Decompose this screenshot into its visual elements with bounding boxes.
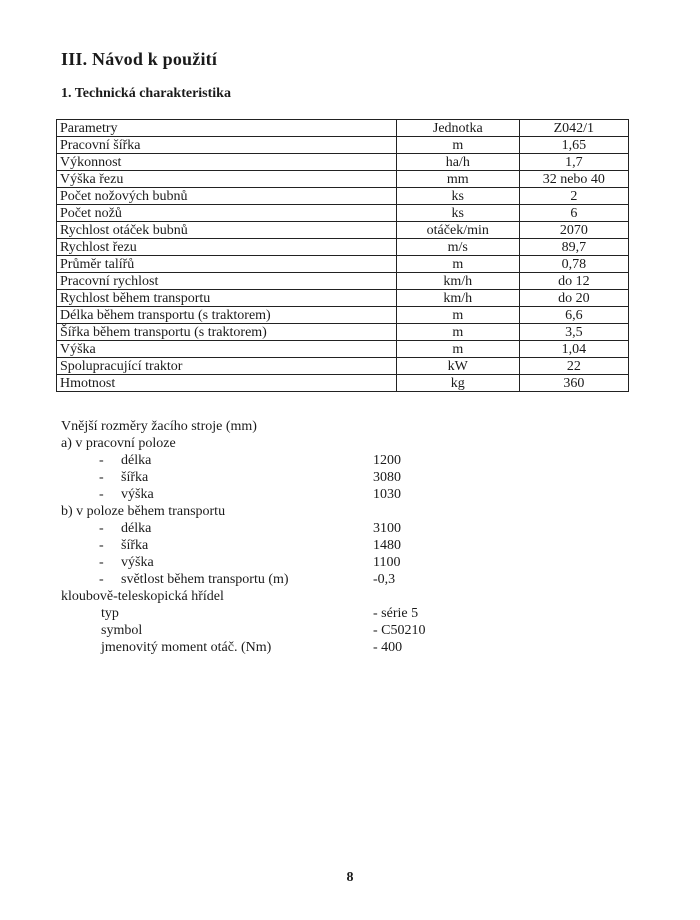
dimension-item-value: 1200 — [373, 453, 401, 468]
dimension-item-value: - série 5 — [373, 606, 419, 621]
bullet-dash: - — [99, 555, 104, 570]
dimension-item-label: světlost během transportu (m) — [121, 572, 289, 587]
spec-cell: ks — [396, 205, 519, 222]
spec-cell: m — [396, 341, 519, 358]
transport-position-row — [61, 503, 621, 520]
dimension-item-row — [61, 571, 621, 588]
spec-row — [57, 307, 629, 324]
dimensions-section — [61, 418, 621, 656]
spec-cell: m — [396, 324, 519, 341]
spec-table — [56, 119, 629, 392]
spec-cell: Rychlost řezu — [57, 239, 397, 256]
dimension-item-value: 1030 — [373, 487, 401, 502]
spec-header-row — [57, 120, 629, 137]
bullet-dash: - — [99, 521, 104, 536]
spec-row — [57, 154, 629, 171]
spec-row — [57, 222, 629, 239]
spec-cell: kW — [396, 358, 519, 375]
spec-cell: do 20 — [519, 290, 628, 307]
shaft-row — [61, 588, 621, 605]
spec-cell: 2070 — [519, 222, 628, 239]
dimension-item-row — [61, 469, 621, 486]
spec-row — [57, 188, 629, 205]
dimension-item-label: symbol — [101, 623, 143, 638]
spec-row — [57, 137, 629, 154]
spec-cell: Hmotnost — [57, 375, 397, 392]
spec-cell: Rychlost během transportu — [57, 290, 397, 307]
spec-cell: ha/h — [396, 154, 519, 171]
dimension-item-label: jmenovitý moment otáč. (Nm) — [101, 640, 272, 655]
spec-row — [57, 358, 629, 375]
spec-cell: 1,04 — [519, 341, 628, 358]
dimension-item-label: délka — [121, 521, 152, 536]
spec-row — [57, 171, 629, 188]
dimensions-title: Vnější rozměry žacího stroje (mm) — [61, 419, 257, 434]
spec-cell: Délka během transportu (s traktorem) — [57, 307, 397, 324]
working-position-row — [61, 435, 621, 452]
page-number: 8 — [346, 870, 354, 885]
spec-cell: 3,5 — [519, 324, 628, 341]
spec-cell: Výška řezu — [57, 171, 397, 188]
spec-cell: Pracovní šířka — [57, 137, 397, 154]
spec-cell: do 12 — [519, 273, 628, 290]
spec-row — [57, 273, 629, 290]
spec-cell: Spolupracující traktor — [57, 358, 397, 375]
spec-row — [57, 341, 629, 358]
dimension-item-row — [61, 486, 621, 503]
spec-cell: Rychlost otáček bubnů — [57, 222, 397, 239]
spec-cell: mm — [396, 171, 519, 188]
spec-row — [57, 324, 629, 341]
shaft-label: kloubově-teleskopická hřídel — [61, 589, 224, 604]
spec-cell: 6 — [519, 205, 628, 222]
dimension-item-label: šířka — [121, 470, 149, 485]
spec-cell: Průměr talířů — [57, 256, 397, 273]
dimension-item-label: typ — [101, 606, 119, 621]
dimensions-title-row — [61, 418, 621, 435]
dimension-item-value: 1100 — [373, 555, 401, 570]
working-position-label: a) v pracovní poloze — [61, 436, 176, 451]
spec-cell: Počet nožů — [57, 205, 397, 222]
spec-cell: kg — [396, 375, 519, 392]
spec-cell: 1,65 — [519, 137, 628, 154]
bullet-dash: - — [99, 453, 104, 468]
bullet-dash: - — [99, 538, 104, 553]
spec-cell: km/h — [396, 290, 519, 307]
spec-cell: 6,6 — [519, 307, 628, 324]
dimension-item-value: - 400 — [373, 640, 403, 655]
bullet-dash: - — [99, 470, 104, 485]
spec-cell: km/h — [396, 273, 519, 290]
dimension-item-row — [61, 452, 621, 469]
spec-cell: otáček/min — [396, 222, 519, 239]
bullet-dash: - — [99, 487, 104, 502]
spec-row — [57, 239, 629, 256]
dimension-item-label: délka — [121, 453, 152, 468]
dimension-item-label: výška — [121, 555, 154, 570]
spec-row — [57, 256, 629, 273]
spec-cell: Pracovní rychlost — [57, 273, 397, 290]
dimension-item-row — [61, 605, 621, 622]
subsection-heading: 1. Technická charakteristika — [61, 86, 231, 101]
dimension-item-value: 3080 — [373, 470, 401, 485]
spec-cell: m/s — [396, 239, 519, 256]
dimension-item-value: -0,3 — [373, 572, 396, 587]
dimension-item-row — [61, 520, 621, 537]
bullet-dash: - — [99, 572, 104, 587]
spec-cell: 32 nebo 40 — [519, 171, 628, 188]
spec-header-cell: Jednotka — [396, 120, 519, 137]
spec-cell: m — [396, 137, 519, 154]
dimension-item-label: šířka — [121, 538, 149, 553]
spec-header-cell: Z042/1 — [519, 120, 628, 137]
dimension-item-value: 3100 — [373, 521, 401, 536]
spec-cell: 0,78 — [519, 256, 628, 273]
dimension-item-value: - C50210 — [373, 623, 426, 638]
spec-cell: 1,7 — [519, 154, 628, 171]
spec-cell: 360 — [519, 375, 628, 392]
dimension-item-row — [61, 639, 621, 656]
spec-cell: Výška — [57, 341, 397, 358]
dimension-item-row — [61, 622, 621, 639]
dimension-item-label: výška — [121, 487, 154, 502]
dimension-item-row — [61, 554, 621, 571]
spec-header-cell: Parametry — [57, 120, 397, 137]
dimension-item-value: 1480 — [373, 538, 401, 553]
spec-cell: m — [396, 307, 519, 324]
spec-row — [57, 375, 629, 392]
section-heading: III. Návod k použití — [61, 49, 218, 69]
spec-cell: Šířka během transportu (s traktorem) — [57, 324, 397, 341]
spec-cell: Výkonnost — [57, 154, 397, 171]
spec-cell: 2 — [519, 188, 628, 205]
spec-cell: 89,7 — [519, 239, 628, 256]
spec-row — [57, 290, 629, 307]
spec-cell: Počet nožových bubnů — [57, 188, 397, 205]
spec-cell: 22 — [519, 358, 628, 375]
dimension-item-row — [61, 537, 621, 554]
spec-cell: m — [396, 256, 519, 273]
spec-cell: ks — [396, 188, 519, 205]
spec-row — [57, 205, 629, 222]
transport-position-label: b) v poloze během transportu — [61, 504, 226, 519]
